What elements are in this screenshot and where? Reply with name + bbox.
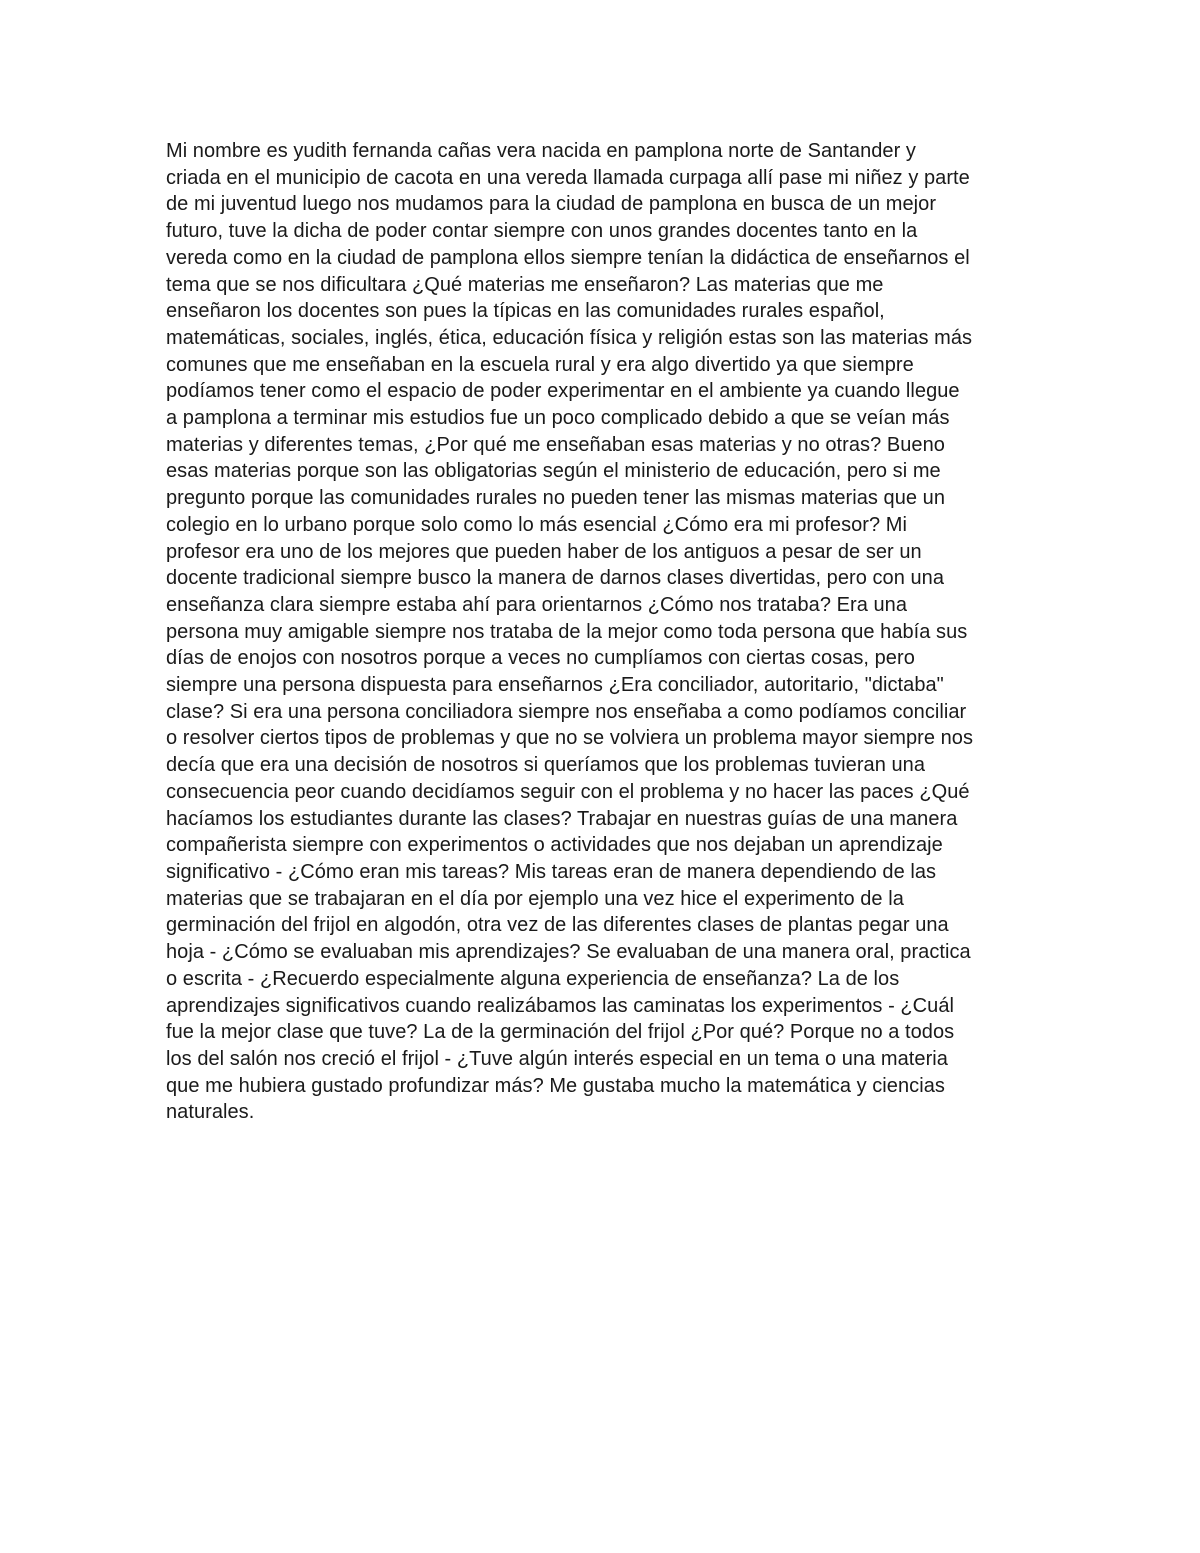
text-line: pregunto porque las comunidades rurales no pueden tener las mismas materias que un: [166, 487, 946, 510]
text-line: o resolver ciertos tipos de problemas y que no se volviera un problema mayor siempre nos: [166, 727, 974, 750]
text-line: matemáticas, sociales, inglés, ética, educación física y religión estas son las materias más: [166, 326, 973, 349]
text-line: comunes que me enseñaban en la escuela rural y era algo divertido ya que siempre: [166, 353, 914, 376]
text-line: compañerista siempre con experimentos o actividades que nos dejaban un aprendizaje: [166, 834, 943, 857]
text-line: clase? Si era una persona conciliadora siempre nos enseñaba a como podíamos conciliar: [166, 700, 967, 723]
text-line: docente tradicional siempre busco la manera de darnos clases divertidas, pero con una: [166, 567, 945, 590]
text-line: materias que se trabajaran en el día por ejemplo una vez hice el experimento de la: [166, 887, 904, 910]
text-line: profesor era uno de los mejores que pueden haber de los antiguos a pesar de ser un: [166, 540, 922, 563]
text-line: hoja - ¿Cómo se evaluaban mis aprendizajes? Se evaluaban de una manera oral, practica: [166, 941, 971, 964]
text-line: fue la mejor clase que tuve? La de la germinación del frijol ¿Por qué? Porque no a todos: [166, 1021, 955, 1044]
text-line: decía que era una decisión de nosotros si queríamos que los problemas tuvieran una: [166, 754, 926, 777]
text-line: criada en el municipio de cacota en una vereda llamada curpaga allí pase mi niñez y parte: [166, 166, 970, 189]
text-line: hacíamos los estudiantes durante las clases? Trabajar en nuestras guías de una manera: [166, 807, 958, 830]
text-line: esas materias porque son las obligatorias según el ministerio de educación, pero si me: [166, 460, 941, 483]
text-line: podíamos tener como el espacio de poder experimentar en el ambiente ya cuando llegue: [166, 380, 960, 403]
text-line: colegio en lo urbano porque solo como lo más esencial ¿Cómo era mi profesor? Mi: [166, 513, 907, 536]
text-line: persona muy amigable siempre nos trataba de la mejor como toda persona que había sus: [166, 620, 968, 643]
text-line: tema que se nos dificultara ¿Qué materias me enseñaron? Las materias que me: [166, 273, 884, 296]
text-line: de mi juventud luego nos mudamos para la ciudad de pamplona en busca de un mejor: [166, 193, 937, 216]
text-line: naturales.: [166, 1101, 255, 1124]
text-line: los del salón nos creció el frijol - ¿Tuve algún interés especial en un tema o una materia: [166, 1047, 948, 1070]
text-line: aprendizajes significativos cuando realizábamos las caminatas los experimentos - ¿Cuál: [166, 994, 955, 1017]
text-line: Mi nombre es yudith fernanda cañas vera nacida en pamplona norte de Santander y: [166, 140, 916, 162]
text-line: a pamplona a terminar mis estudios fue un poco complicado debido a que se veían más: [166, 407, 950, 430]
document-body-text: [166, 138, 1046, 1126]
text-line: materias y diferentes temas, ¿Por qué me enseñaban esas materias y no otras? Bueno: [166, 433, 945, 456]
text-line: enseñaron los docentes son pues la típicas en las comunidades rurales español,: [166, 300, 885, 323]
text-line: futuro, tuve la dicha de poder contar siempre con unos grandes docentes tanto en la: [166, 220, 918, 243]
text-line: consecuencia peor cuando decidíamos seguir con el problema y no hacer las paces ¿Qué: [166, 780, 970, 803]
text-line: germinación del frijol en algodón, otra vez de las diferentes clases de plantas pegar una: [166, 914, 949, 937]
text-line: significativo - ¿Cómo eran mis tareas? Mis tareas eran de manera dependiendo de las: [166, 860, 937, 883]
text-line: enseñanza clara siempre estaba ahí para orientarnos ¿Cómo nos trataba? Era una: [166, 593, 907, 616]
text-line: o escrita - ¿Recuerdo especialmente alguna experiencia de enseñanza? La de los: [166, 967, 900, 990]
text-line: vereda como en la ciudad de pamplona ellos siempre tenían la didáctica de enseñarnos el: [166, 246, 970, 269]
text-line: días de enojos con nosotros porque a veces no cumplíamos con ciertas cosas, pero: [166, 647, 915, 670]
text-line: siempre una persona dispuesta para enseñarnos ¿Era conciliador, autoritario, "dictaba": [166, 674, 944, 697]
text-line: que me hubiera gustado profundizar más? Me gustaba mucho la matemática y ciencias: [166, 1074, 945, 1097]
